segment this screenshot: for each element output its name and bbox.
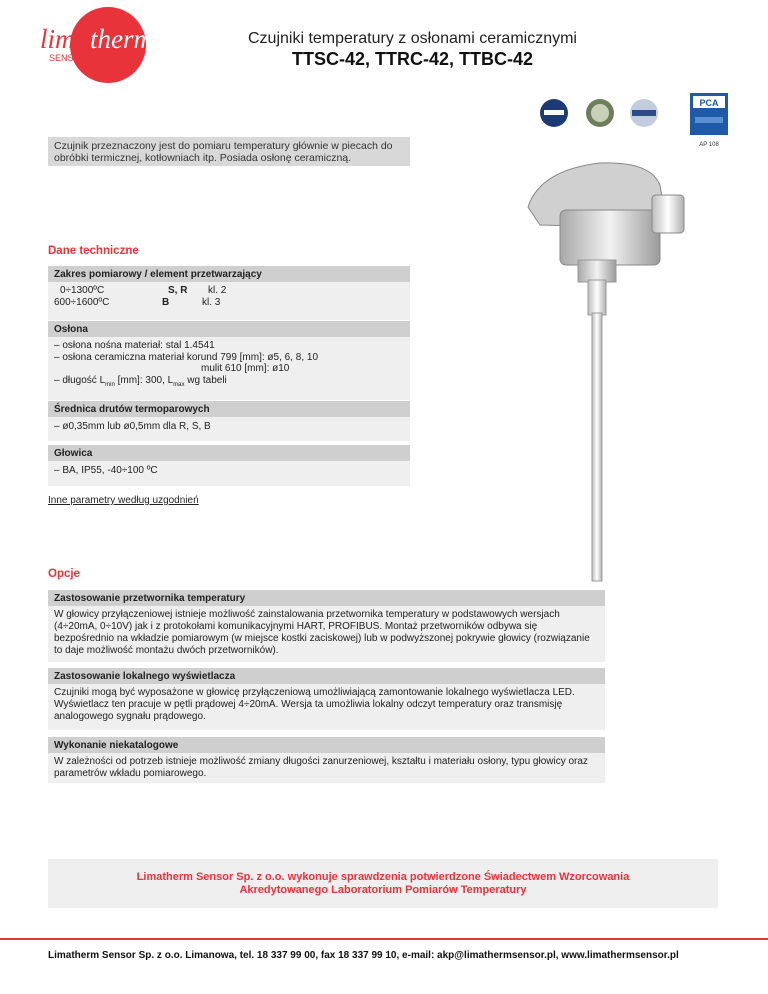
shield-line: mulit 610 [mm]: ø10 xyxy=(201,363,290,374)
element-value: B xyxy=(162,296,170,308)
intro-description: Czujnik przeznaczony jest do pomiaru temperatury głównie w piecach do obróbki termicznej, kotłowniach itp. Posiada osłonę ceramiczną. xyxy=(48,137,410,166)
certification-logos xyxy=(540,93,730,153)
notice-line2: Akredytowanego Laboratorium Pomiarów Temperatury xyxy=(239,884,527,896)
limatherm-logo xyxy=(12,6,162,84)
range-row xyxy=(54,285,404,297)
custom-text: W zależności od potrzeb istnieje możliwość zmiany długości zanurzeniowej, kształtu i materiału osłony, typu głowicy oraz parametrów wkładu pomiarowego. xyxy=(54,756,588,779)
class-value: kl. 2 xyxy=(208,285,227,296)
range-bar: Zakres pomiarowy / element przetwarzający xyxy=(48,266,410,282)
header-title: TTSC-42, TTRC-42, TTBC-42 xyxy=(291,49,534,69)
logo-word-lima: lima xyxy=(40,24,89,54)
shield-min-sub: min xyxy=(105,381,115,388)
pca-label: PCA xyxy=(699,98,719,108)
shield-length-label: – długość L xyxy=(54,374,106,386)
tuv-cert-icon xyxy=(586,99,614,127)
display-text: Czujniki mogą być wyposażone w głowicę przyłączeniową umożliwiającą zamontowanie lokalnego wyświetlacza LED. Wyświetlacz ten pracuje w pętli prądowej 4÷20mA. Wersja ta umożliwia lokalny odczyt temperatury oraz transmisję analogowego sygnału prądowego. xyxy=(54,687,575,722)
sensor-image xyxy=(520,155,720,585)
notice-line1: Limatherm Sensor Sp. z o.o. wykonuje sprawdzenia potwierdzone Świadectwem Wzorcowania xyxy=(136,871,630,883)
custom-bar: Wykonanie niekatalogowe xyxy=(48,737,605,753)
custom-box xyxy=(48,753,605,783)
logo-word-therm: therm xyxy=(90,24,153,54)
shield-length-note: wg tabeli xyxy=(184,374,227,386)
range-box xyxy=(48,282,410,320)
head-box xyxy=(48,461,410,486)
wire-bar: Średnica drutów termoparowych xyxy=(48,401,410,417)
transmitter-box xyxy=(48,606,605,662)
element-value: S, R xyxy=(168,285,188,296)
range-value: 0÷1300ºC xyxy=(60,285,105,296)
cert-code: AP 108 xyxy=(699,142,719,148)
iqnet-cert-icon xyxy=(630,99,658,127)
display-box xyxy=(48,684,605,730)
range-value: 600÷1600ºC xyxy=(54,296,110,308)
display-bar: Zastosowanie lokalnego wyświetlacza xyxy=(48,668,605,684)
footer-contact: Limatherm Sensor Sp. z o.o. Limanowa, tel. 18 337 99 00, fax 18 337 99 10, e-mail: akp@limathermsensor.pl, www.limathermsensor.pl xyxy=(48,950,679,961)
other-params-link[interactable]: Inne parametry według uzgodnień xyxy=(48,495,199,506)
shield-bar: Osłona xyxy=(48,321,410,337)
head-bar: Głowica xyxy=(48,445,410,461)
footer-divider xyxy=(0,938,768,940)
shield-line: – osłona nośna materiał: stal 1.4541 xyxy=(54,340,215,351)
iso-cert-icon xyxy=(540,99,568,127)
pca-cert-icon xyxy=(690,93,728,135)
shield-max-sub: max xyxy=(173,381,185,388)
header-subtitle: Czujniki temperatury z osłonami ceramicznymi xyxy=(248,30,577,47)
wire-box xyxy=(48,417,410,441)
shield-length-values: [mm]: 300, L xyxy=(114,374,174,386)
head-text: – BA, IP55, -40÷100 ºC xyxy=(54,465,158,476)
class-value: kl. 3 xyxy=(202,296,221,308)
shield-box xyxy=(48,337,410,400)
transmitter-text: W głowicy przyłączeniowej istnieje możliwość zainstalowania przetwornika temperatury w podstawowych wersjach (4÷20mA, 0÷10V) jak i z protokołami komunikacyjnymi HART, PROFIBUS. Montaż przetworników odbywa się bezpośrednio na wkładzie pomiarowym (w miejsce kostki zaciskowej) lub w podwyższonej pokrywie głowicy (rozwiązanie to daje możliwość montażu dwóch przetworników). xyxy=(54,609,590,656)
shield-line: – osłona ceramiczna materiał korund 799 [mm]: ø5, 6, 8, 10 xyxy=(54,351,319,363)
options-heading: Opcje xyxy=(48,568,80,580)
logo-sensor: SENSOR xyxy=(49,53,88,63)
tech-heading: Dane techniczne xyxy=(48,245,139,257)
wire-text: – ø0,35mm lub ø0,5mm dla R, S, B xyxy=(54,421,211,432)
calibration-notice xyxy=(48,859,718,908)
range-row xyxy=(54,297,404,309)
transmitter-bar: Zastosowanie przetwornika temperatury xyxy=(48,590,605,606)
shield-line xyxy=(54,375,404,392)
